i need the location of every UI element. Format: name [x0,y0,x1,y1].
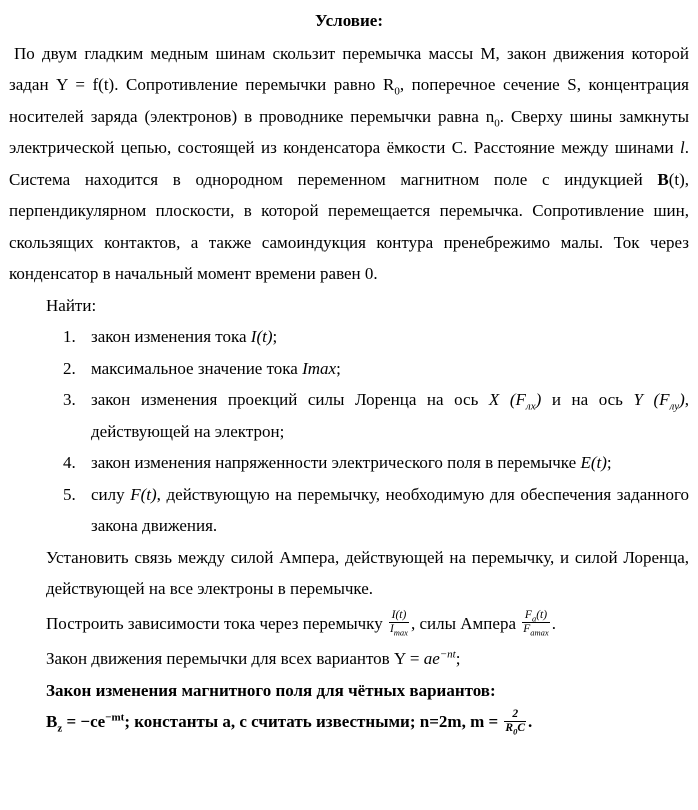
fraction-m-value [504,708,526,735]
motion-law-paragraph [46,643,689,675]
text-run: Закон движения перемычки для всех вариантов Y = [46,649,424,668]
fraction-denominator [504,721,526,735]
physics-problem-document [9,5,689,738]
text-run: закон изменения напряженности электрического поля в перемычке [91,453,581,472]
math-var: ae [423,649,440,668]
text-run: (t), перпендикулярном плоскости, в которой перемещается перемычка. Сопротивление шин, скользящих контактов, а также самоиндукция контура пренебрежимо малы. Ток через конденсатор в начальный момент времени равен 0. [9,169,689,283]
math-var: F(t) [130,484,157,504]
text-run: закон изменения проекций силы Лоренца на ось [91,390,489,409]
vector-symbol: B [46,712,58,731]
math-var: ) [535,390,542,409]
math-var: X (F [488,390,526,409]
text-run: . Сверху шины замкнуты электрической цепью, состоящей из конденсатора ёмкости С. Расстояние между шинами [9,106,689,157]
subscript: 0 [394,85,400,98]
subscript: лу [669,400,680,413]
text-run: По двум гладким медным шинам скользит перемычка массы М, закон движения которой задан Y = f(t). Сопротивление перемычки равно R [9,43,689,94]
find-list-item-4 [63,447,689,479]
math-var: (t) [536,609,548,622]
fraction-numerator: I(t) [391,609,407,622]
vector-symbol: B [657,169,669,189]
math-var: Y (F [633,390,670,409]
field-law-heading: Закон изменения магнитного поля для чётных вариантов: [46,680,496,700]
text-run: , действующей на электрон; [91,390,690,441]
fraction-ampere-ratio [522,609,549,636]
text-run: = −ce [62,712,106,731]
text-run: силу [91,484,131,504]
fraction-numerator: 2 [512,707,519,720]
text-run: ; [272,327,278,346]
math-var: F [523,623,531,636]
text-run: максимальное значение тока [91,358,303,378]
text-run: . Система находится в однородном переменном магнитном поле с индукцией [9,138,689,189]
item-number: 1. [63,327,76,346]
fraction-denominator [522,622,549,636]
relation-instruction-paragraph: Установить связь между силой Ампера, действующей на перемычку, и силой Лоренца, действующей на все электроны в перемычке. [46,547,689,598]
fraction-numerator [524,609,548,622]
find-list-item-5 [63,479,689,542]
subscript: amax [530,627,549,638]
fraction-denominator [389,622,409,636]
problem-statement-paragraph [9,38,689,290]
find-list-item-3 [63,384,690,447]
text-run: , силы Ампера [410,613,521,633]
text-run: ; [336,358,341,378]
math-var: I(t) [250,327,273,346]
subscript: 0 [513,725,518,736]
math-var: l [680,138,685,157]
math-var: R [505,721,514,734]
document-title: Условие: [315,11,383,30]
item-number: 4. [63,453,76,472]
plot-instruction-paragraph [46,608,689,640]
text-run: закон изменения тока [91,327,251,346]
text-run: и на ось [541,390,634,409]
math-var: E(t) [580,453,607,472]
text-run: Построить зависимости тока через перемычку [46,613,387,633]
text-run: ; константы a, c считать известными; n=2m, m = [124,712,503,731]
item-number: 3. [63,390,76,409]
superscript: −nt [439,648,456,661]
math-var: Imax [302,358,337,378]
math-var: F [524,609,532,622]
text-run: . [551,613,556,633]
field-law-formula [46,706,689,738]
text-run: ; [606,453,612,472]
math-var: ) [679,390,685,409]
subscript: 0 [494,116,500,129]
item-number: 5. [63,484,76,504]
subscript: a [531,613,537,624]
superscript: −mt [105,711,125,724]
subscript: лх [525,400,536,413]
text-run: , поперечное сечение S, концентрация носителей заряда (электронов) в проводнике перемычки равна n [9,75,689,126]
subscript: z [57,722,63,735]
text-run: ; [455,649,461,668]
find-list-item-2 [63,353,689,385]
subscript: max [393,627,408,638]
text-run: , действующую на перемычку, необходимую для обеспечения заданного закона движения. [91,484,689,535]
math-var: C [517,721,526,734]
text-run: . [528,712,533,731]
find-label: Найти: [46,295,97,315]
item-number: 2. [63,358,76,378]
fraction-current-ratio [389,609,409,636]
find-list-item-1 [63,321,689,353]
math-var: I [389,623,394,636]
